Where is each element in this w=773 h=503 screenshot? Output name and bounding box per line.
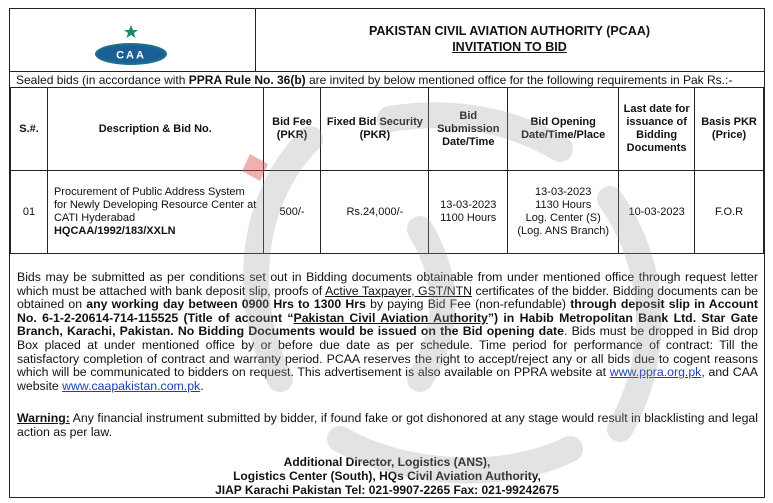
submission-time: 1100 Hours (440, 212, 497, 224)
cell-security: Rs.24,000/- (321, 171, 429, 254)
header-fee: Bid Fee (PKR) (263, 88, 321, 171)
header-last-date: Last date for issuance of Bidding Documents (619, 88, 695, 171)
conditions-paragraph (17, 271, 758, 393)
ppra-link[interactable]: www.ppra.org.pk (609, 365, 702, 380)
cell-desc (47, 171, 263, 254)
intro-rule: PPRA Rule No. 36(b) (188, 73, 306, 87)
body-p6: . (200, 378, 204, 393)
footer-line-2: Logistics Center (South), HQs Civil Aviation Authority, (233, 469, 541, 483)
cell-opening (508, 171, 619, 254)
cell-submission (429, 171, 508, 254)
cell-basis: F.O.R (695, 171, 764, 254)
logo-cell (10, 9, 256, 71)
body-p1: Bids may be submitted as per conditions set out in Bidding documents obtainable from under mentioned office through request letter which must be attached with bank deposit slip, proofs of (17, 270, 758, 298)
warning-label: Warning: (17, 411, 70, 425)
cell-sno: 01 (11, 171, 48, 254)
title-box (255, 23, 764, 55)
footer-address (10, 455, 764, 497)
body-p4: . Bids must be dropped in Bid drop Box placed at under mentioned office by or before due date as per schedule. Time period for performance of contract: Till the satisfactory completion of contract and warranty period. PCAA reserves the right to accept/reject any or all bids due to cogent reasons which will be communicated to bidders on request. This advertisement is also available on PPRA website at (17, 324, 759, 380)
warning-paragraph (17, 411, 758, 439)
body-p5: , and CAA website (17, 365, 758, 393)
table-row (11, 171, 764, 254)
header-desc: Description & Bid No. (47, 88, 263, 171)
header-security: Fixed Bid Security (PKR) (321, 88, 429, 171)
intro-line (16, 73, 732, 87)
table-header-row (11, 88, 764, 171)
body-account-title: Pakistan Civil Aviation Authority (293, 310, 488, 325)
caa-logo-icon (92, 23, 170, 67)
body-p3: by paying Bid Fee (non-refundable) (365, 297, 571, 312)
body-p1-underlined: Active Taxpayer, GST/NTN (325, 283, 473, 298)
tender-notice (9, 8, 765, 498)
header-sno: S.#. (11, 88, 48, 171)
header-basis: Basis PKR (Price) (695, 88, 764, 171)
body-p2: certificates of the bidder. Bidding documents can be obtained on (17, 283, 758, 312)
cell-last-date: 10-03-2023 (619, 171, 695, 254)
opening-date: 13-03-2023 (535, 186, 592, 198)
warning-text: Any financial instrument submitted by bidder, if found fake or got dishonored at any stage would result in blacklisting and legal action as per law. (17, 411, 758, 439)
footer-line-3: JIAP Karachi Pakistan Tel: 021-9907-2265 Fax: 021-99242675 (215, 483, 559, 497)
footer-line-1: Additional Director, Logistics (ANS), (283, 455, 491, 469)
submission-date: 13-03-2023 (440, 199, 497, 211)
page-title: PAKISTAN CIVIL AVIATION AUTHORITY (PCAA) (368, 24, 651, 38)
intro-pre: Sealed bids (in accordance with (16, 73, 189, 87)
opening-time: 1130 Hours (535, 199, 592, 211)
bid-table (10, 87, 764, 254)
body-p2-bold: any working day between 0900 Hrs to 1300 Hrs (86, 297, 366, 312)
page-subtitle: INVITATION TO BID (452, 40, 567, 54)
header-opening: Bid Opening Date/Time/Place (508, 88, 619, 171)
opening-branch: (Log. ANS Branch) (517, 225, 610, 237)
intro-post: are invited by below mentioned office for the following requirements in Pak Rs.:- (305, 73, 733, 87)
header-submission: Bid Submission Date/Time (429, 88, 508, 171)
body-p3-bold: through deposit slip in Account No. 6-1-2-20614-714-115525 (Title of account “ (17, 297, 758, 325)
cell-fee: 500/- (263, 171, 321, 254)
desc-text: Procurement of Public Address System for Newly Developing Resource Center at CATI Hyderabad (53, 186, 257, 224)
caa-website-link[interactable]: www.caapakistan.com.pk (62, 378, 201, 393)
notice-header (10, 9, 764, 72)
logo-text: CAA (116, 49, 146, 62)
opening-place: Log. Center (S) (525, 212, 601, 224)
body-p3-bold-2: ”) in Habib Metropolitan Bank Ltd. Star Gate Branch, Karachi, Pakistan. No Bidding Documents would be issued on the Bid opening date (17, 310, 758, 339)
bid-number: HQCAA/1992/183/XXLN (53, 225, 176, 237)
